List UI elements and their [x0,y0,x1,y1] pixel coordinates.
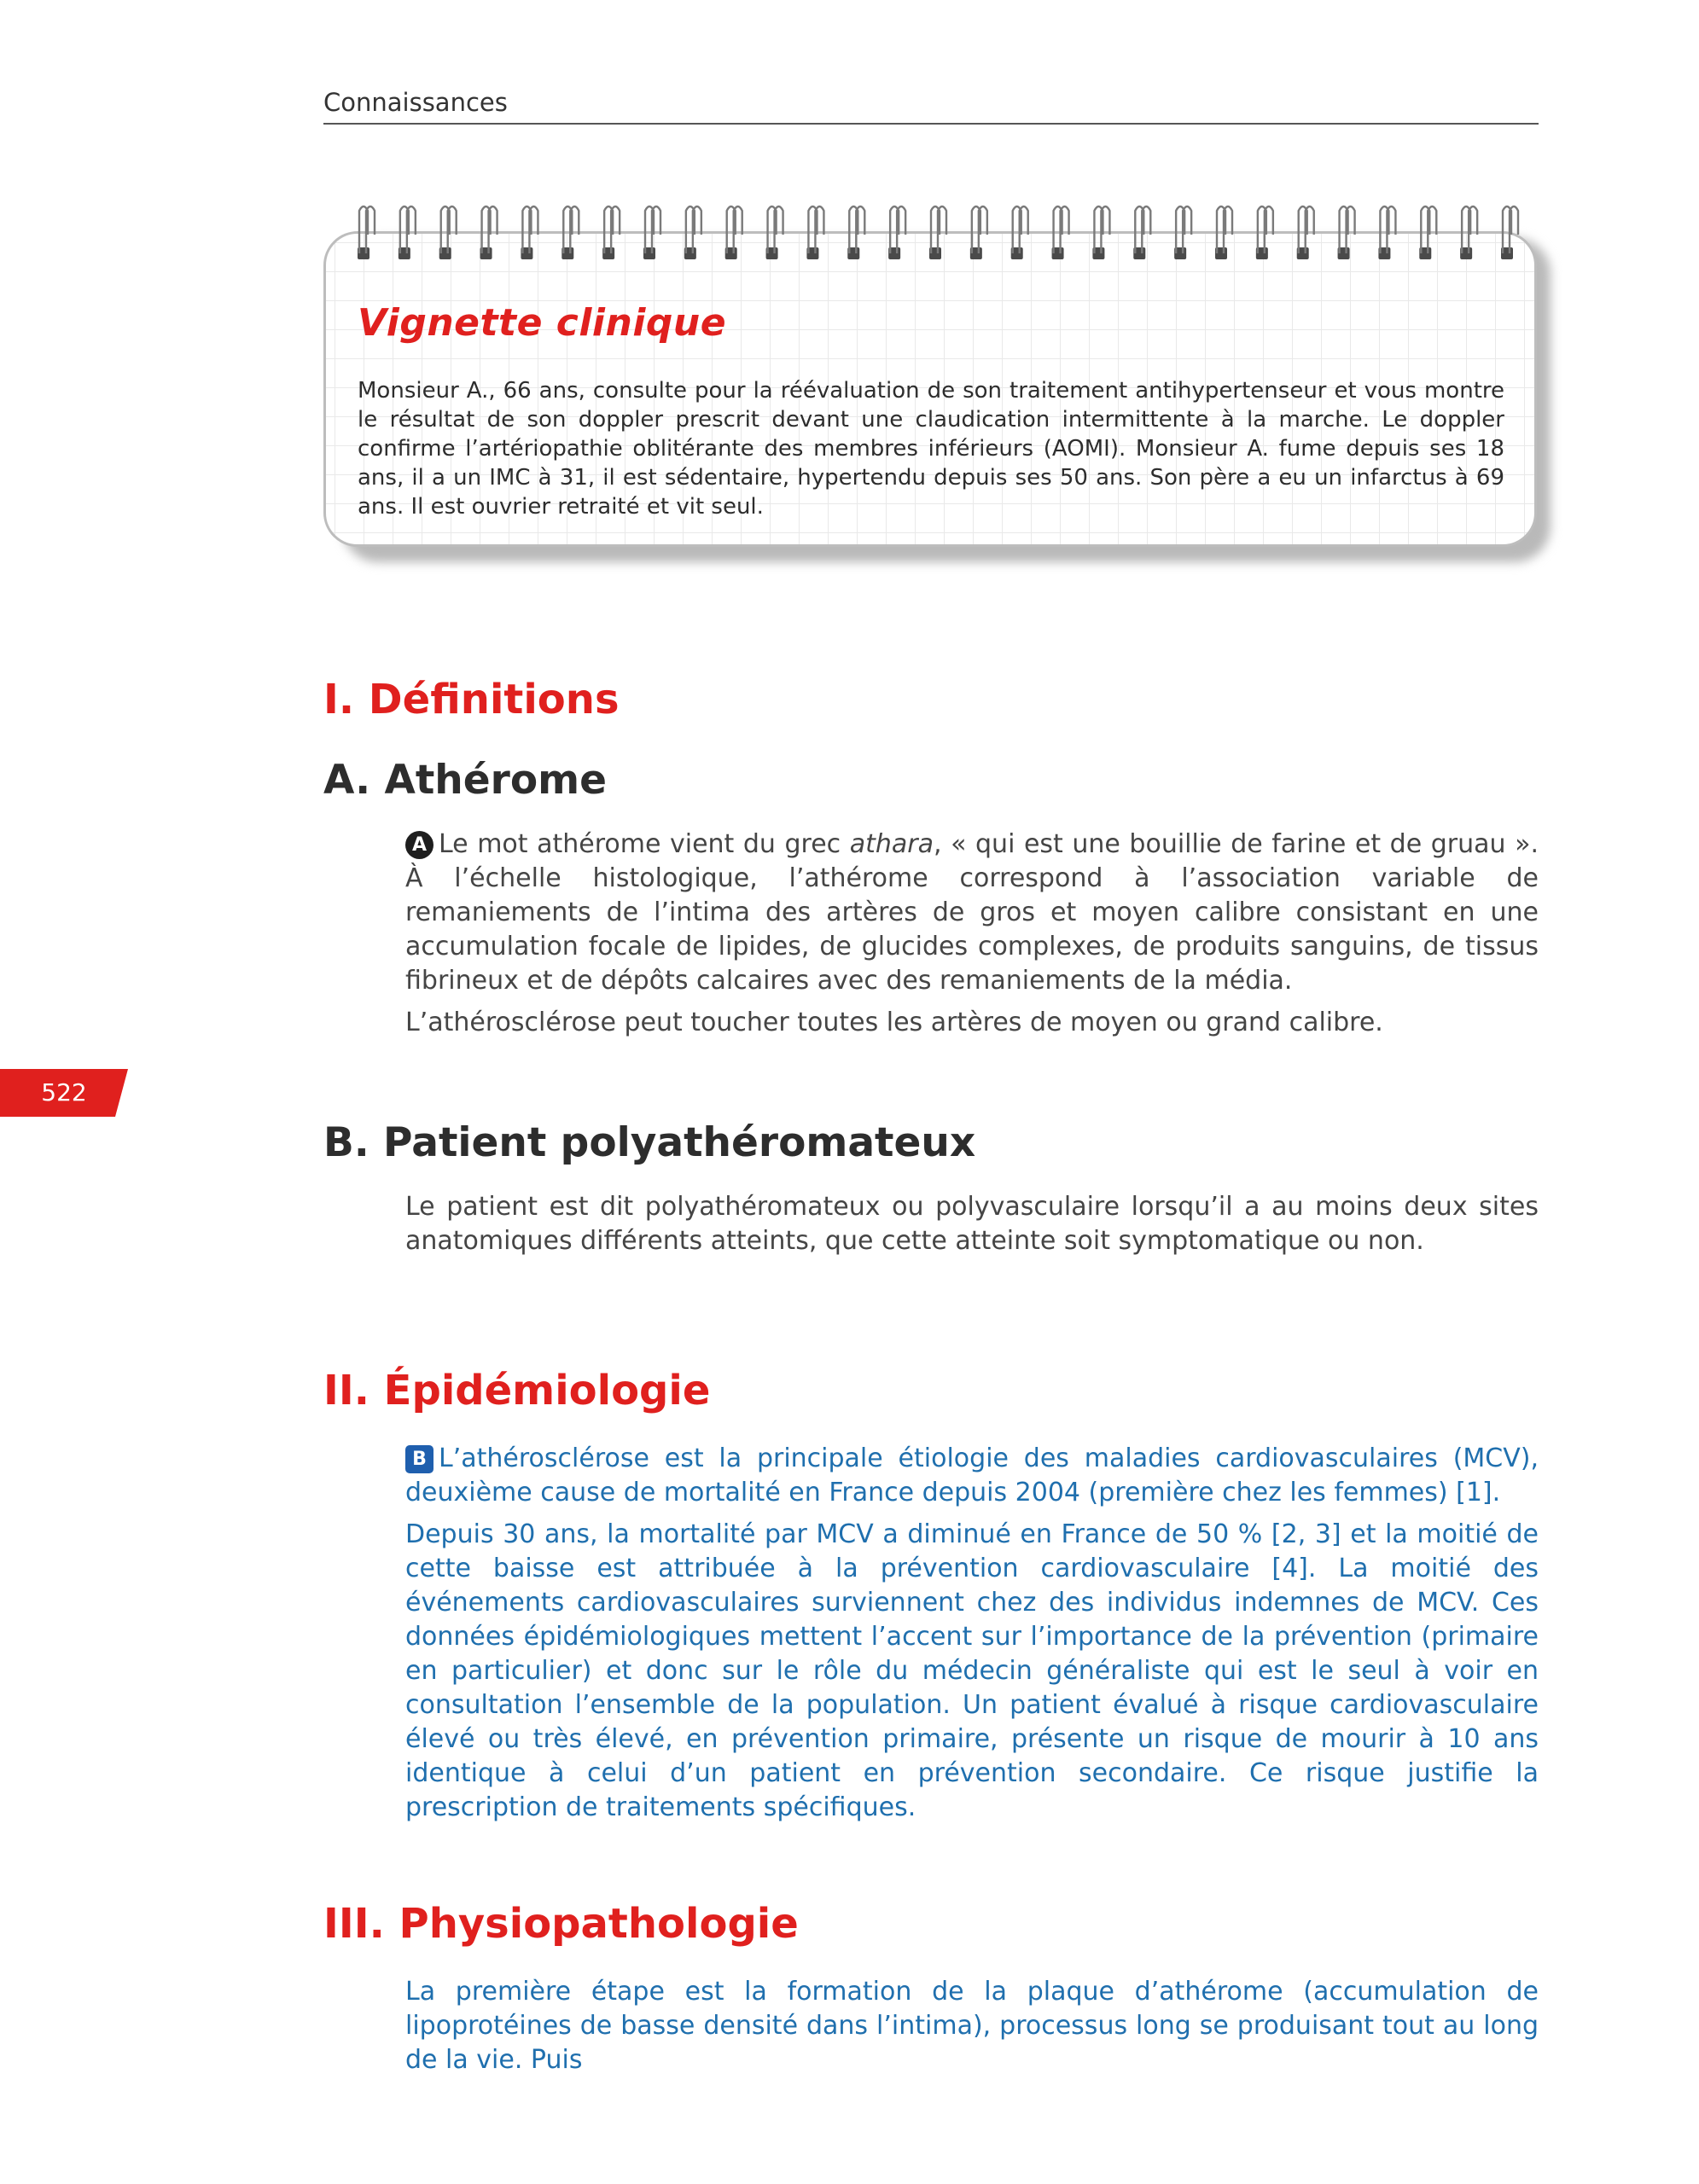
paragraph-polyatheromateux [405,1190,1539,1266]
spiral-ring [1256,206,1273,259]
spiral-ring [929,206,946,259]
spiral-ring [684,206,701,259]
paragraph-atherome-2: L’athérosclérose peut toucher toutes les artères de moyen ou grand calibre. [405,1008,1383,1037]
clinical-vignette-box [323,200,1539,559]
section-heading-physiopathologie: III. Physiopathologie [323,1900,799,1948]
spiral-ring [1501,206,1518,259]
spiral-ring [806,206,823,259]
spiral-ring [480,206,497,259]
spiral-ring [1133,206,1150,259]
page-number: 522 [41,1078,87,1107]
level-a-badge: A [405,831,433,859]
paragraph-atherome [405,828,1539,1048]
paragraph-physiopathologie-1: La première étape est la formation de la plaque d’athérome (accumulation de lipoprotéines de basse densité dans l’intima), processus long se produisant tout au long de la vie. Puis [405,1977,1539,2075]
text-run: L’athérosclérose est la principale étiologie des maladies cardiovasculaires (MCV), deuxième cause de mortalité en France depuis 2004 (première chez les femmes) [1]. [405,1443,1539,1507]
spiral-ring [847,206,864,259]
spiral-ring [399,206,416,259]
running-head: Connaissances [323,85,1539,125]
paragraph-epidemiologie-2: Depuis 30 ans, la mortalité par MCV a diminué en France de 50 % [2, 3] et la moitié de cette baisse est attribuée à la prévention cardiovasculaire [4]. La moitié des événements cardiovasculaires surviennent chez des individus indemnes de MCV. Ces données épidémiologiques mettent l’accent sur l’importance de la prévention (primaire en particulier) et donc sur le rôle du médecin généraliste qui est le seul à voir en consultation l’ensemble de la population. Un patient évalué à risque cardiovasculaire élevé ou très élevé, en prévention primaire, présente un risque de mourir à 10 ans identique à celui d’un patient en prévention secondaire. Ce risque justifie la prescription de traitements spécifiques. [405,1519,1539,1822]
spiral-ring [1297,206,1314,259]
vignette-title: Vignette clinique [358,301,727,345]
spiral-ring [888,206,905,259]
spiral-ring [1215,206,1232,259]
spiral-ring [766,206,783,259]
spiral-ring [1052,206,1069,259]
subsection-heading-atherome: A. Athérome [323,757,607,804]
paragraph-atherome-1 [405,828,1539,998]
paragraph-polyatheromateux-1: Le patient est dit polyathéromateux ou polyvasculaire lorsqu’il a au moins deux sites anatomiques différents atteints, que cette atteinte soit symptomatique ou non. [405,1192,1539,1256]
spiral-ring [1460,206,1477,259]
spiral-ring [602,206,620,259]
italic-term: athara [849,829,934,859]
spiral-ring [1092,206,1109,259]
paragraph-epidemiologie-1 [405,1442,1539,1510]
section-heading-definitions: I. Définitions [323,676,620,723]
spiral-binding-icon [351,200,1520,269]
spiral-ring [521,206,538,259]
spiral-ring [1174,206,1191,259]
level-b-badge: B [405,1445,433,1473]
text-run: , « qui est une bouillie de farine et de gruau ». À l’échelle histologique, l’athérome correspond à l’association variable de remaniements de l’intima des artères de gros et moyen calibre consistant en une accumulation focale de lipides, de glucides complexes, de produits sanguins, de tissus fibrineux et de dépôts calcaires avec des remaniements de la média. [405,829,1539,996]
spiral-ring [643,206,660,259]
section-heading-epidemiologie: II. Épidémiologie [323,1367,711,1414]
spiral-ring [1338,206,1355,259]
spiral-ring [439,206,457,259]
spiral-ring [1011,206,1028,259]
spiral-ring [970,206,987,259]
text-run: Le mot athérome vient du grec [439,829,850,859]
vignette-text: Monsieur A., 66 ans, consulte pour la réévaluation de son traitement antihypertenseur et vous montre le résultat de son doppler prescrit devant une claudication intermittente à la marche. Le doppler confirme l’artériopathie oblitérante des membres inférieurs (AOMI). Monsieur A. fume depuis ses 18 ans, il a un IMC à 31, il est sédentaire, hypertendu depuis ses 50 ans. Son père a eu un infarctus à 69 ans. Il est ouvrier retraité et vit seul. [358,378,1504,520]
spiral-ring [725,206,742,259]
subsection-heading-polyatheromateux: B. Patient polyathéromateux [323,1119,976,1166]
spiral-ring [1419,206,1436,259]
spiral-ring [561,206,579,259]
spiral-ring [1378,206,1395,259]
spiral-ring [358,206,375,259]
paragraph-physiopathologie [405,1975,1539,2085]
paragraph-epidemiologie [405,1442,1539,1833]
